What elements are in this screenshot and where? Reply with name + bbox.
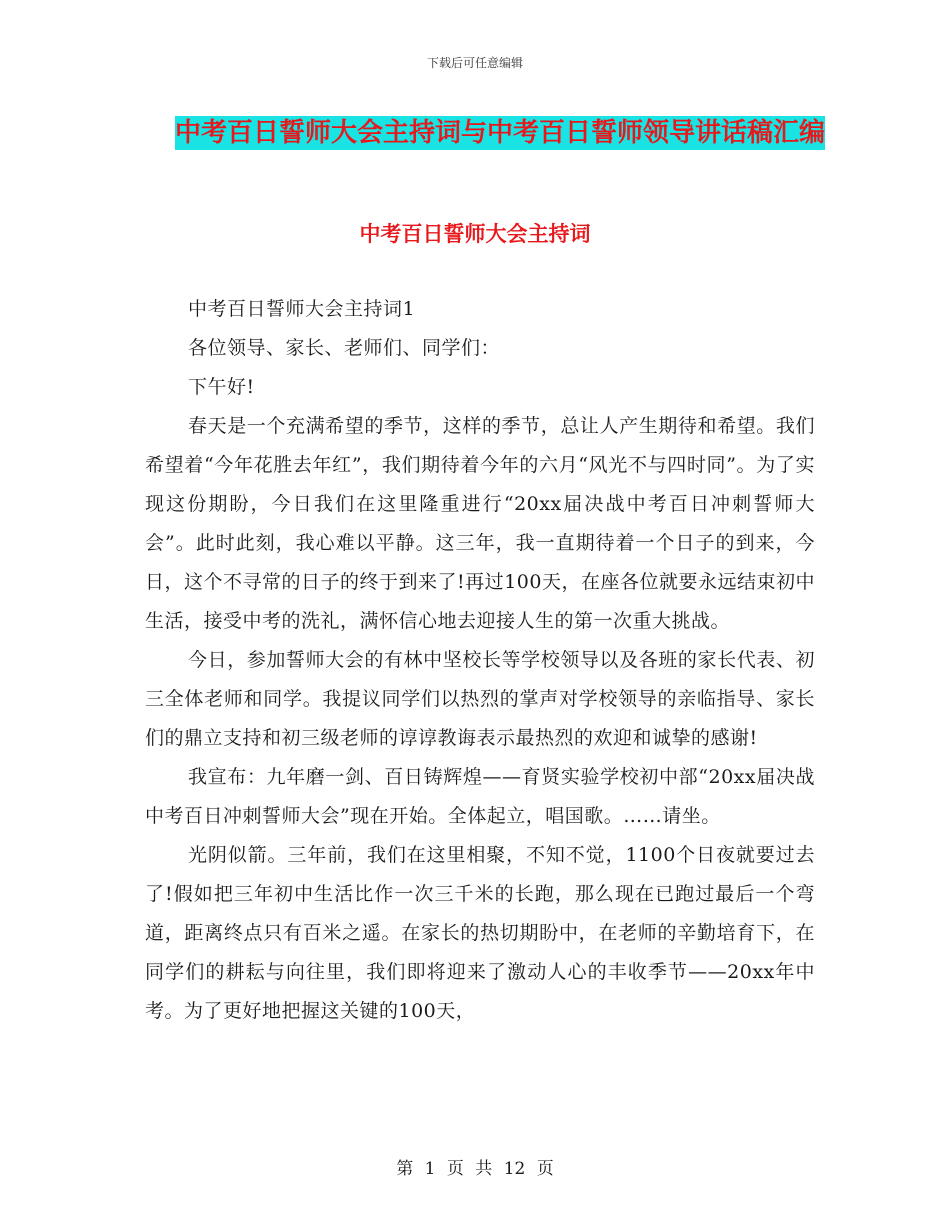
document-title-text: 中考百日誓师大会主持词与中考百日誓师领导讲话稿汇编 (174, 118, 825, 148)
page-footer: 第 1 页 共 12 页 (396, 1159, 554, 1179)
paragraph: 各位领导、家长、老师们、同学们： (188, 337, 501, 359)
paragraph: 我宣布：九年磨一剑、百日铸辉煌——育贤实验学校初中部“20xx届决战中考百日冲刺誓师大会”现在开始。全体起立，唱国歌。……请坐。 (145, 766, 815, 827)
document-body (145, 290, 815, 1031)
header-note: 下载后可任意编辑 (426, 56, 523, 70)
document-title (150, 108, 850, 158)
paragraph: 春天是一个充满希望的季节，这样的季节，总让人产生期待和希望。我们希望着“今年花胜去年红”，我们期待着今年的六月“风光不与四时同”。为了实现这份期盼，今日我们在这里隆重进行“20xx届决战中考百日冲刺誓师大会”。此时此刻，我心难以平静。这三年，我一直期待着一个日子的到来，今日，这个不寻常的日子的终于到来了!再过100天，在座各位就要永远结束初中生活，接受中考的洗礼，满怀信心地去迎接人生的第一次重大挑战。 (145, 415, 815, 632)
paragraph: 中考百日誓师大会主持词1 (188, 298, 416, 320)
paragraph: 光阴似箭。三年前，我们在这里相聚，不知不觉，1100个日夜就要过去了!假如把三年初中生活比作一次三千米的长跑，那么现在已跑过最后一个弯道，距离终点只有百米之遥。在家长的热切期盼中，在老师的辛勤培育下，在同学们的耕耘与向往里，我们即将迎来了激动人心的丰收季节——20xx年中考。为了更好地把握这关键的100天， (145, 844, 815, 1022)
paragraph: 下午好! (188, 376, 255, 398)
section-title: 中考百日誓师大会主持词 (359, 222, 591, 246)
paragraph: 今日，参加誓师大会的有林中坚校长等学校领导以及各班的家长代表、初三全体老师和同学。我提议同学们以热烈的掌声对学校领导的亲临指导、家长们的鼎立支持和初三级老师的谆谆教诲表示最热烈的欢迎和诚挚的感谢! (145, 649, 815, 749)
